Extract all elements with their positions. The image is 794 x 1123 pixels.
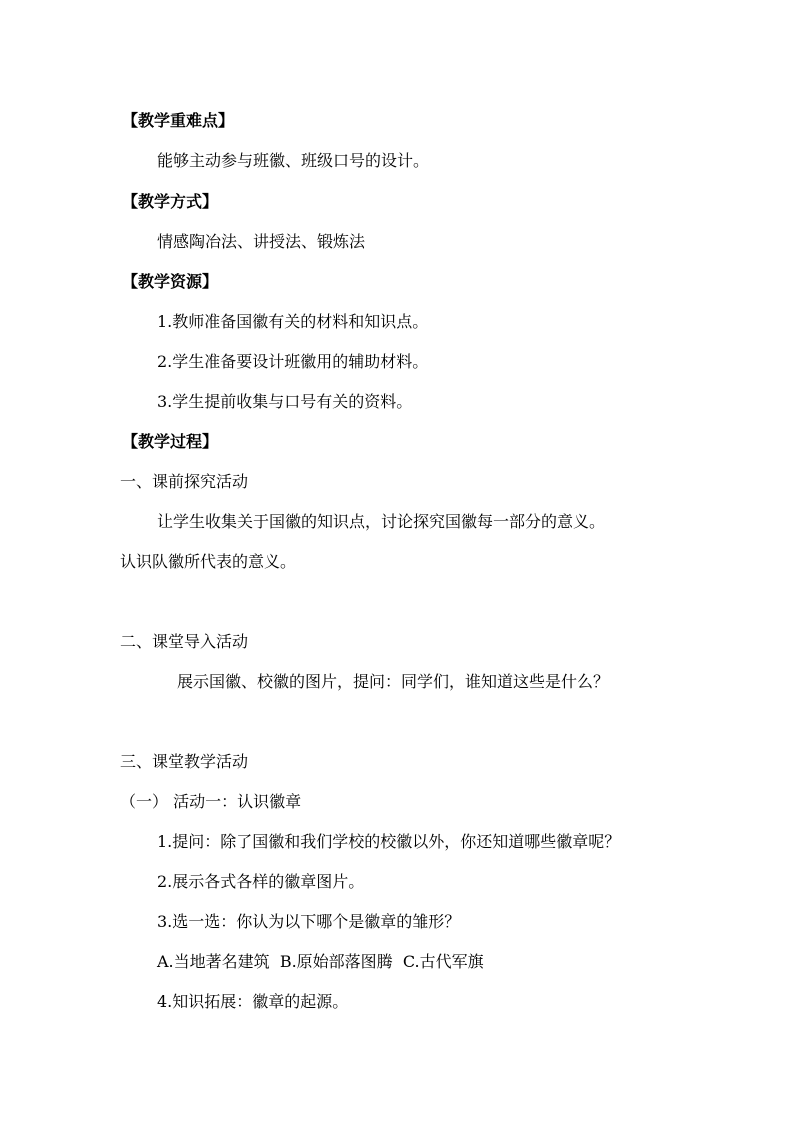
part2-text: 展示国徽、校徽的图片，提问：同学们，谁知道这些是什么？ xyxy=(177,672,610,691)
part3-subtitle: （一） 活动一：认识徽章 xyxy=(120,792,302,811)
activity-item: 3.选一选：你认为以下哪个是徽章的雏形？ xyxy=(157,912,461,931)
resource-item: 2.学生准备要设计班徽用的辅助材料。 xyxy=(157,352,429,371)
activity-item: 4.知识拓展：徽章的起源。 xyxy=(157,992,349,1011)
part1-text-line1: 让学生收集关于国徽的知识点，讨论探究国徽每一部分的意义。 xyxy=(157,512,606,531)
activity-options: A.当地著名建筑 B.原始部落图腾 C.古代军旗 xyxy=(157,952,484,971)
method-text: 情感陶冶法、讲授法、锻炼法 xyxy=(157,232,366,251)
part1-text-line2: 认识队徽所代表的意义。 xyxy=(120,552,297,571)
resource-item: 1.教师准备国徽有关的材料和知识点。 xyxy=(157,312,429,331)
heading-teaching-resources: 【教学资源】 xyxy=(122,272,219,291)
activity-item: 2.展示各式各样的徽章图片。 xyxy=(157,872,365,891)
resource-item: 3.学生提前收集与口号有关的资料。 xyxy=(157,392,413,411)
difficulty-text: 能够主动参与班徽、班级口号的设计。 xyxy=(157,151,430,170)
part3-title: 三、课堂教学活动 xyxy=(120,752,249,771)
heading-teaching-method: 【教学方式】 xyxy=(122,192,219,211)
part1-title: 一、课前探究活动 xyxy=(120,472,249,491)
heading-teaching-process: 【教学过程】 xyxy=(122,432,219,451)
activity-item: 1.提问：除了国徽和我们学校的校徽以外，你还知道哪些徽章呢？ xyxy=(157,832,621,851)
heading-teaching-difficulty: 【教学重难点】 xyxy=(122,111,235,130)
part2-title: 二、课堂导入活动 xyxy=(120,632,249,651)
